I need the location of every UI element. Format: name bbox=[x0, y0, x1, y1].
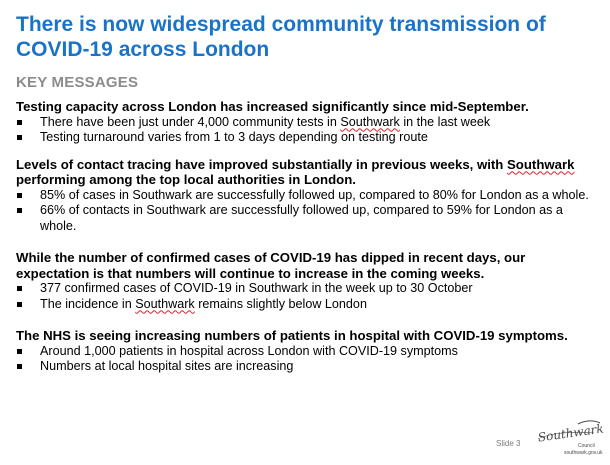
bullet-text: 377 confirmed cases of COVID-19 in Southwark in the week up to 30 October bbox=[40, 281, 473, 295]
slide-title: There is now widespread community transmission of COVID-19 across London bbox=[16, 13, 546, 61]
bullet-item bbox=[16, 281, 601, 297]
section-heading: Testing capacity across London has increased significantly since mid-September. bbox=[16, 99, 529, 114]
bullet-list bbox=[16, 281, 601, 312]
spellcheck-word: Southwark bbox=[135, 296, 195, 311]
logo-url-text: southwark.gov.uk bbox=[564, 450, 603, 456]
heading-text: performing among the top local authorities in London. bbox=[16, 172, 356, 187]
section-heading: The NHS is seeing increasing numbers of patients in hospital with COVID-19 symptoms. bbox=[16, 328, 568, 343]
bullet-text: in the last week bbox=[399, 114, 491, 129]
bullet-text: There have been just under 4,000 community tests in bbox=[40, 114, 341, 129]
southwark-logo-icon bbox=[534, 418, 604, 458]
logo-word: Southwark bbox=[537, 421, 604, 445]
spellcheck-word: Southwark bbox=[340, 114, 400, 129]
heading-text: Levels of contact tracing have improved substantially in previous weeks, with bbox=[16, 156, 508, 172]
bullet-item bbox=[16, 130, 601, 146]
bullet-square-icon bbox=[17, 349, 22, 354]
section-contact-tracing bbox=[16, 157, 601, 235]
bullet-square-icon bbox=[17, 135, 22, 140]
bullet-list bbox=[16, 188, 601, 235]
content bbox=[16, 99, 601, 386]
bullet-text: 85% of cases in Southwark are successfully followed up, compared to 80% for London as a whole. bbox=[40, 187, 589, 202]
bullet-square-icon bbox=[17, 364, 22, 369]
bullet-square-icon bbox=[17, 302, 22, 307]
bullet-text: Testing turnaround varies from 1 to 3 days depending on testing route bbox=[40, 130, 428, 144]
southwark-council-logo bbox=[534, 418, 604, 458]
slide-number: Slide 3 bbox=[496, 439, 521, 448]
bullet-item bbox=[16, 297, 601, 313]
section-heading: While the number of confirmed cases of COVID-19 has dipped in recent days, our expectation is that numbers will continue to increase in the coming weeks. bbox=[16, 250, 526, 281]
bullet-item bbox=[16, 115, 601, 131]
bullet-item bbox=[16, 188, 601, 204]
bullet-text: The incidence in bbox=[40, 296, 136, 311]
bullet-text: 66% of contacts in Southwark are successfully followed up, compared to 59% for London as a whole. bbox=[40, 203, 563, 233]
bullet-square-icon bbox=[17, 208, 22, 213]
bullet-item bbox=[16, 203, 601, 234]
bullet-list bbox=[16, 344, 601, 375]
bullet-list bbox=[16, 115, 601, 146]
bullet-square-icon bbox=[17, 193, 22, 198]
section-heading bbox=[16, 157, 601, 188]
bullet-square-icon bbox=[17, 120, 22, 125]
bullet-item bbox=[16, 344, 601, 360]
bullet-item bbox=[16, 359, 601, 375]
section-nhs bbox=[16, 328, 601, 375]
key-messages-subtitle: KEY MESSAGES bbox=[16, 74, 139, 91]
bullet-text: Around 1,000 patients in hospital across London with COVID-19 symptoms bbox=[40, 343, 458, 358]
bullet-square-icon bbox=[17, 286, 22, 291]
bullet-text: Numbers at local hospital sites are increasing bbox=[40, 359, 294, 373]
section-testing bbox=[16, 99, 601, 146]
logo-council-text: Council bbox=[578, 443, 595, 449]
bullet-text: remains slightly below London bbox=[194, 296, 367, 311]
spellcheck-word: Southwark bbox=[507, 156, 575, 172]
section-confirmed-cases bbox=[16, 250, 601, 312]
